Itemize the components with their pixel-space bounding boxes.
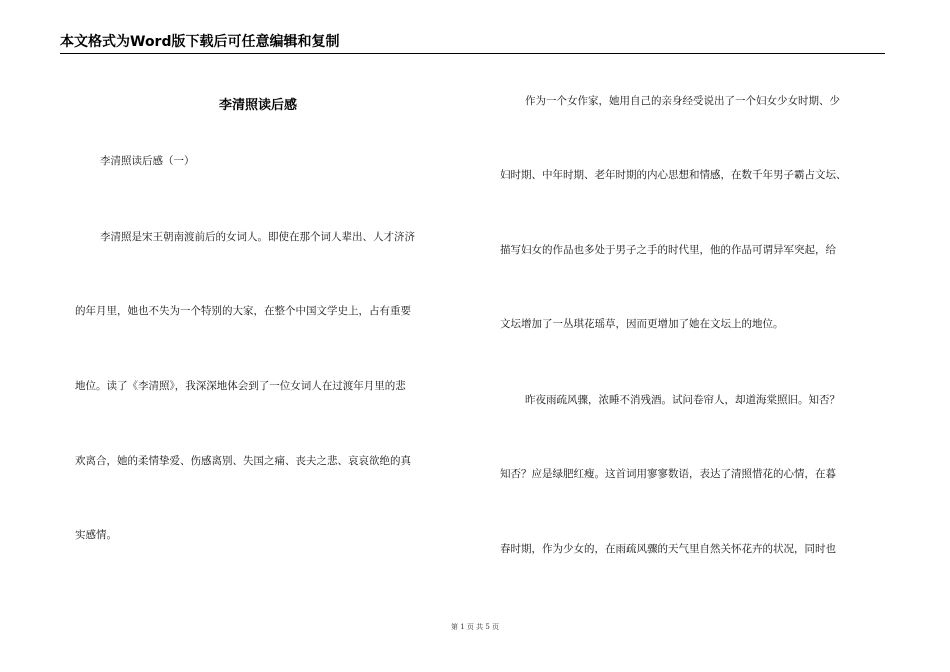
- paragraph-line: 作为一个女作家，她用自己的亲身经受说出了一个妇女少女时期、少: [525, 95, 840, 107]
- paragraph-line: 昨夜雨疏风骤，浓睡不消残酒。试问卷帘人，却道海棠照旧。知否？: [525, 394, 840, 406]
- page-number: 第 1 页 共 5 页: [450, 623, 500, 631]
- paragraph-line: 知否？应是绿肥红瘦。这首词用寥寥数语，表达了清照惜花的心情，在暮: [500, 468, 836, 480]
- paragraph-line: 春时期，作为少女的，在雨疏风骤的天气里自然关怀花卉的状况，同时也: [500, 543, 836, 555]
- paragraph-line: 李清照是宋王朝南渡前后的女词人。即使在那个词人辈出、人才济济: [100, 231, 415, 243]
- paragraph-line: 描写妇女的作品也多处于男子之手的时代里，他的作品可谓异军突起，给: [500, 244, 836, 256]
- section-heading: 李清照读后感（一）: [100, 155, 195, 167]
- paragraph-line: 的年月里，她也不失为一个特别的大家，在整个中国文学史上，占有重要: [75, 305, 411, 317]
- document-title: 李清照读后感: [219, 98, 298, 113]
- paragraph-line: 欢离合，她的柔情挚爱、伤感离别、失国之痛、丧夫之悲、哀哀欲绝的真: [75, 455, 411, 467]
- paragraph-line: 妇时期、中年时期、老年时期的内心思想和情感，在数千年男子霸占文坛、: [500, 169, 847, 181]
- paragraph-line: 实感情。: [75, 529, 117, 541]
- page-header: [60, 34, 885, 54]
- paragraph-line: 地位。读了《李清照》，我深深地体会到了一位女词人在过渡年月里的悲: [75, 380, 406, 392]
- paragraph-line: 文坛增加了一丛琪花瑶草，因而更增加了她在文坛上的地位。: [500, 318, 784, 330]
- header-title: 本文格式为Word版下载后可任意编辑和复制: [60, 34, 340, 50]
